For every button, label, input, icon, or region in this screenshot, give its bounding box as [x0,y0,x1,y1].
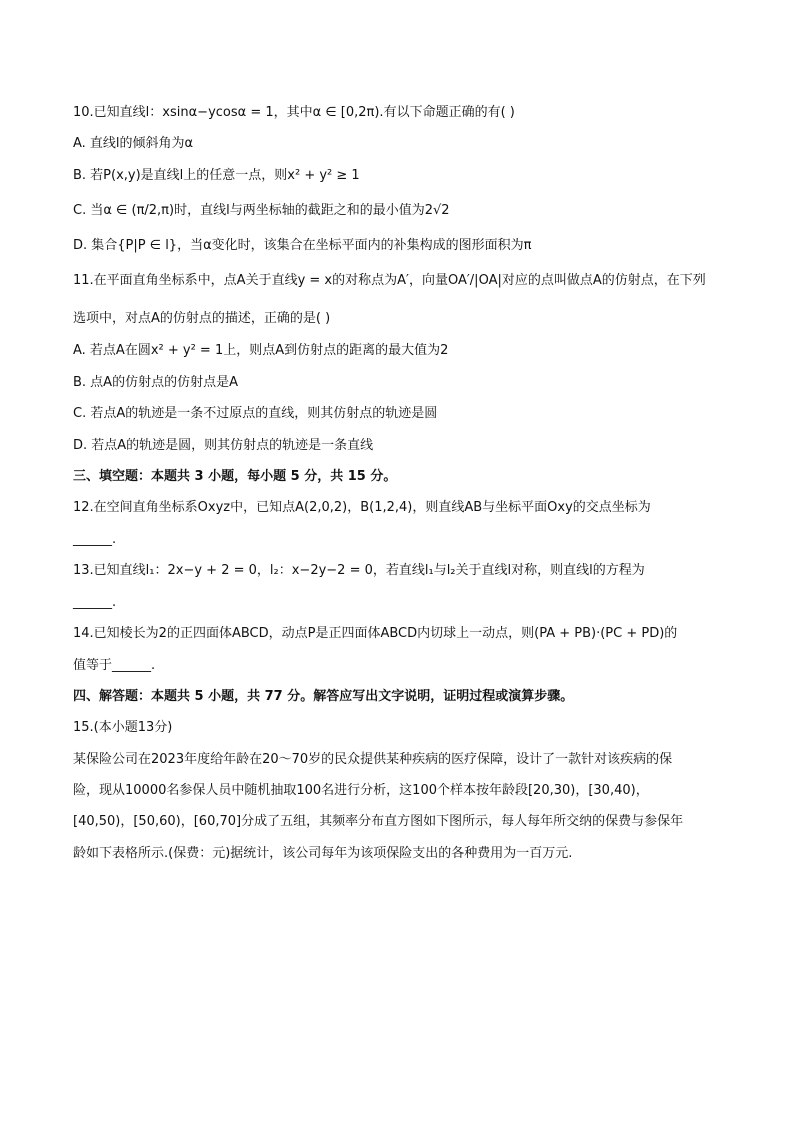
question-11-option-c: C. 若点A的轨迹是一条不过原点的直线，则其仿射点的轨迹是圆 [73,406,438,421]
question-15-text-line-2: 险，现从10000名参保人员中随机抽取100名进行分析，这100个样本按年龄段[20,30)，[30,40)， [73,783,649,798]
question-14-stem-line-2: 值等于______. [73,658,156,673]
question-12-blank: ______. [73,532,117,547]
question-15-text-line-1: 某保险公司在2023年度给年龄在20～70岁的民众提供某种疾病的医疗保障，设计了一款针对该疾病的保 [73,752,673,767]
question-15-text-line-3: [40,50)，[50,60)，[60,70]分成了五组，其频率分布直方图如下图所示，每人每年所交纳的保费与参保年 [73,814,684,829]
question-15-text-line-4: 龄如下表格所示.(保费：元)据统计，该公司每年为该项保险支出的各种费用为一百万元. [73,846,573,861]
question-14-stem-line-1: 14.已知棱长为2的正四面体ABCD，动点P是正四面体ABCD内切球上一动点，则(PA + PB)·(PC + PD)的 [73,626,678,641]
question-11-option-a: A. 若点A在圆x² + y² = 1上，则点A到仿射点的距离的最大值为2 [73,343,449,358]
question-10-option-c: C. 当α ∈ (π/2,π)时，直线l与两坐标轴的截距之和的最小值为2√2 [73,203,450,218]
section-heading-fill-in: 三、填空题：本题共 3 小题，每小题 5 分，共 15 分。 [73,469,397,484]
question-10-option-d: D. 集合{P|P ∈ l}，当α变化时，该集合在坐标平面内的补集构成的图形面积为π [73,238,532,253]
question-15-header: 15.(本小题13分) [73,720,173,735]
section-heading-solutions: 四、解答题：本题共 5 小题，共 77 分。解答应写出文字说明，证明过程或演算步骤。 [73,689,574,704]
question-11-option-d: D. 若点A的轨迹是圆，则其仿射点的轨迹是一条直线 [73,438,374,453]
question-10-option-b: B. 若P(x,y)是直线l上的任意一点，则x² + y² ≥ 1 [73,168,360,183]
question-11-option-b: B. 点A的仿射点的仿射点是A [73,375,238,390]
question-11-stem-line-2: 选项中，对点A的仿射点的描述，正确的是( ) [73,311,331,326]
question-10-option-a: A. 直线l的倾斜角为α [73,136,194,151]
question-10-stem: 10.已知直线l：xsinα−ycosα = 1，其中α ∈ [0,2π).有以下命题正确的有( ) [73,105,515,120]
question-13-stem: 13.已知直线l₁：2x−y + 2 = 0，l₂：x−2y−2 = 0，若直线l₁与l₂关于直线l对称，则直线l的方程为 [73,563,645,578]
question-12-stem: 12.在空间直角坐标系Oxyz中，已知点A(2,0,2)，B(1,2,4)，则直线AB与坐标平面Oxy的交点坐标为 [73,500,651,515]
question-13-blank: ______. [73,595,117,610]
question-11-stem-line-1: 11.在平面直角坐标系中，点A关于直线y = x的对称点为A′，向量OA′/|OA|对应的点叫做点A的仿射点，在下列 [73,273,706,288]
